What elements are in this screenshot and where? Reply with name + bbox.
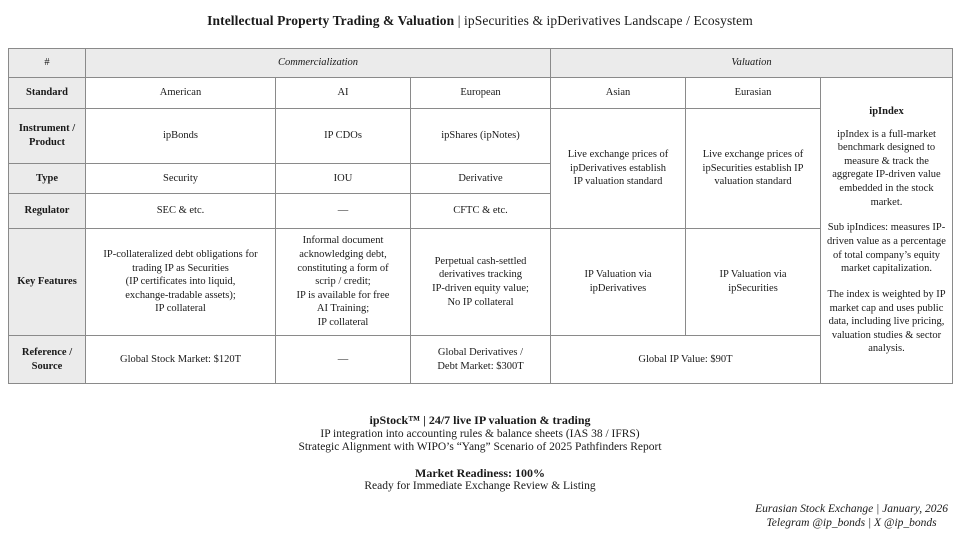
instrument-american: ipBonds <box>86 109 276 164</box>
type-ai: IOU <box>276 164 411 194</box>
standard-asian: Asian <box>551 78 686 109</box>
footer-market-readiness-line: Ready for Immediate Exchange Review & Listing <box>364 480 596 492</box>
valuation-note-eurasian: Live exchange prices of ipSecurities establish IP valuation standard <box>686 109 821 229</box>
footer-summary <box>0 414 960 494</box>
valuation-note-asian: Live exchange prices of ipDerivatives establish IP valuation standard <box>551 109 686 229</box>
group-header-row <box>9 49 953 78</box>
key-features-row <box>9 229 953 336</box>
regulator-american: SEC & etc. <box>86 194 276 229</box>
ipindex-paragraph-1: ipIndex is a full-market benchmark designed to measure & track the aggregate IP-driven value embedded in the stock market. <box>832 128 941 208</box>
corner-cell: # <box>9 49 86 78</box>
page-title <box>0 13 960 29</box>
row-label-instrument: Instrument / Product <box>9 109 86 164</box>
ipindex-title: ipIndex <box>869 105 904 117</box>
page-title-main: Intellectual Property Trading & Valuation <box>207 13 455 28</box>
instrument-ai: IP CDOs <box>276 109 411 164</box>
footer-headline: ipStock™ | 24/7 live IP valuation & trading <box>369 413 591 427</box>
type-european: Derivative <box>411 164 551 194</box>
ip-landscape-table <box>8 48 953 384</box>
group-header-commercialization: Commercialization <box>86 49 551 78</box>
key-features-eurasian: IP Valuation via ipSecurities <box>686 229 821 336</box>
standard-eurasian: Eurasian <box>686 78 821 109</box>
key-features-ai: Informal document acknowledging debt, constituting a form of scrip / credit; IP is available for free AI Training; IP collateral <box>276 229 411 336</box>
type-american: Security <box>86 164 276 194</box>
row-label-regulator: Regulator <box>9 194 86 229</box>
credits-exchange-date: Eurasian Stock Exchange | January, 2026 <box>755 503 948 515</box>
footer-market-readiness-title: Market Readiness: 100% <box>415 465 545 480</box>
page-title-subtitle: ipSecurities & ipDerivatives Landscape / Ecosystem <box>464 13 753 28</box>
row-label-key-features: Key Features <box>9 229 86 336</box>
group-header-valuation: Valuation <box>551 49 953 78</box>
standard-european: European <box>411 78 551 109</box>
ipindex-paragraph-3: The index is weighted by IP market cap and uses public data, including live pricing, valuation studies & sector analysis. <box>827 288 946 355</box>
footer-line-wipo: Strategic Alignment with WIPO’s “Yang” Scenario of 2025 Pathfinders Report <box>298 441 662 453</box>
regulator-european: CFTC & etc. <box>411 194 551 229</box>
credits-block <box>755 503 948 530</box>
key-features-european: Perpetual cash-settled derivatives tracking IP-driven equity value; No IP collateral <box>411 229 551 336</box>
row-label-reference: Reference / Source <box>9 336 86 384</box>
standard-american: American <box>86 78 276 109</box>
row-label-type: Type <box>9 164 86 194</box>
key-features-asian: IP Valuation via ipDerivatives <box>551 229 686 336</box>
row-label-standard: Standard <box>9 78 86 109</box>
ipindex-paragraph-2: Sub ipIndices: measures IP-driven value as a percentage of total company’s equity market capitalization. <box>827 222 946 275</box>
instrument-european: ipShares (ipNotes) <box>411 109 551 164</box>
credits-social-handles: Telegram @ip_bonds | X @ip_bonds <box>766 516 937 529</box>
reference-row <box>9 336 953 384</box>
reference-ai: — <box>276 336 411 384</box>
ipindex-cell <box>821 78 953 384</box>
footer-line-accounting: IP integration into accounting rules & balance sheets (IAS 38 / IFRS) <box>320 427 640 440</box>
standard-row <box>9 78 953 109</box>
standard-ai: AI <box>276 78 411 109</box>
regulator-ai: — <box>276 194 411 229</box>
instrument-row <box>9 109 953 164</box>
page-title-separator: | <box>454 13 465 28</box>
reference-american: Global Stock Market: $120T <box>86 336 276 384</box>
reference-valuation: Global IP Value: $90T <box>551 336 821 384</box>
key-features-american: IP-collateralized debt obligations for trading IP as Securities (IP certificates into liquid, exchange-tradable assets); IP collateral <box>86 229 276 336</box>
reference-european: Global Derivatives / Debt Market: $300T <box>411 336 551 384</box>
